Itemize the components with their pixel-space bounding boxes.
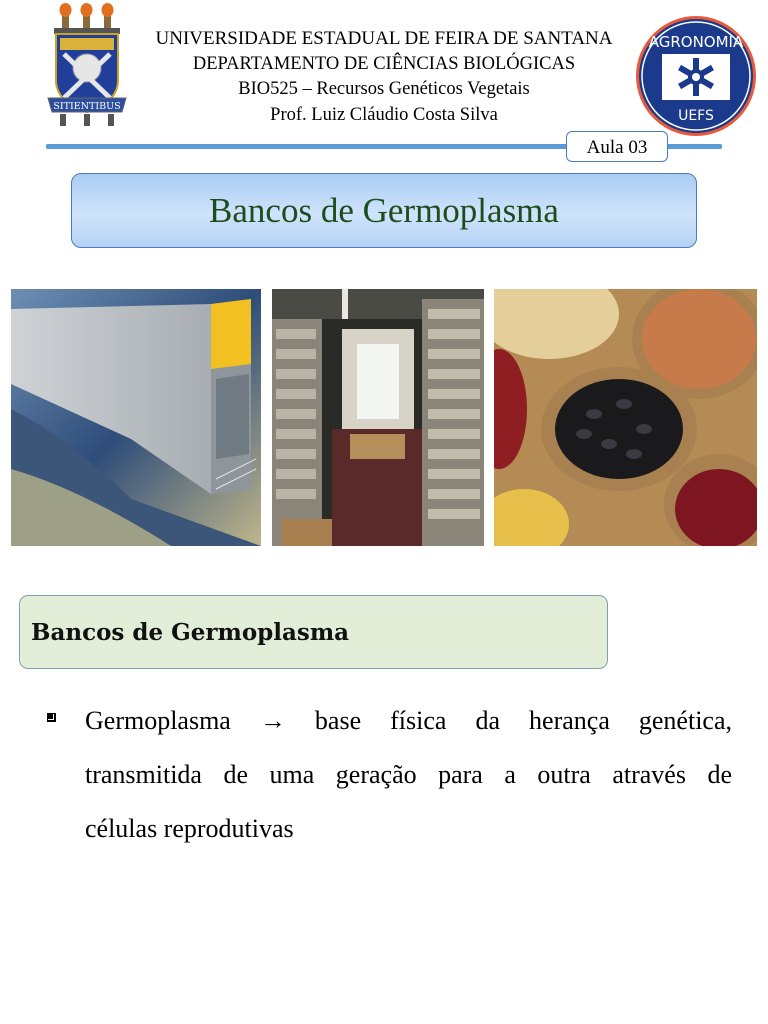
seed-archive-shelves-photo: [272, 289, 484, 546]
university-name: UNIVERSIDADE ESTADUAL DE FEIRA DE SANTANA: [155, 28, 613, 49]
crest-motto: SITIENTIBUS: [53, 101, 121, 112]
seed-sacks-photo: [494, 289, 757, 546]
section-heading: Bancos de Germoplasma: [31, 618, 350, 646]
bullet-line-2: transmitida de uma geração para a outra através de: [85, 760, 732, 789]
bullet-line-1: Germoplasma → base física da herança genética,: [85, 706, 732, 735]
section-heading-box: [19, 595, 608, 669]
agronomia-uefs-logo: [634, 14, 758, 138]
logo-text-agronomia: AGRONOMIA: [648, 33, 744, 51]
professor-name: Prof. Luiz Cláudio Costa Silva: [270, 105, 498, 125]
title-banner: [71, 173, 697, 248]
bullet-paragraph: [85, 694, 732, 856]
seed-vault-photo: [11, 289, 261, 546]
bullet-square-icon: [47, 713, 56, 722]
slide-title: Bancos de Germoplasma: [209, 190, 559, 230]
university-crest-logo: [44, 2, 130, 128]
department-name: DEPARTAMENTO DE CIÊNCIAS BIOLÓGICAS: [192, 54, 576, 74]
lesson-badge: Aula 03: [566, 131, 668, 162]
course-name: BIO525 – Recursos Genéticos Vegetais: [238, 79, 530, 99]
bullet-line-3: células reprodutivas: [85, 814, 294, 843]
logo-text-uefs: UEFS: [678, 108, 714, 124]
